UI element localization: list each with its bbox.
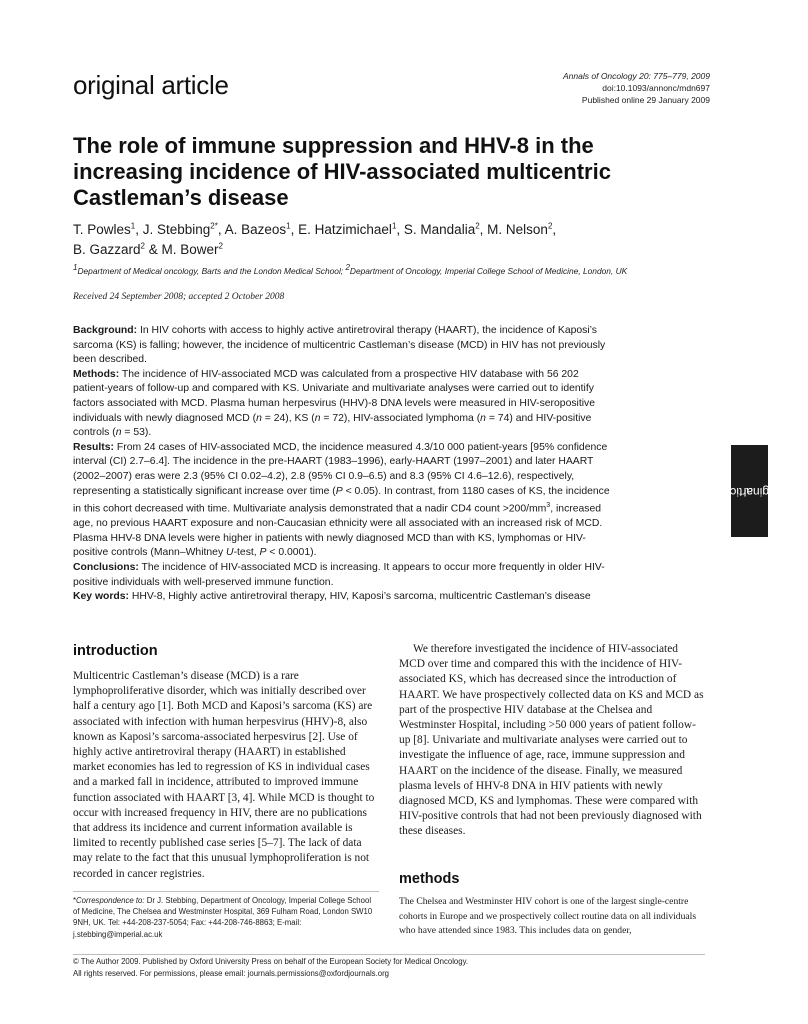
copyright-notice: © The Author 2009. Published by Oxford University Press on behalf of the European Society for Medical Oncology. All rights reserved. For permissions, please email: journals.permissions@oxfordjournals.org (73, 957, 469, 978)
methods-paragraph: The Chelsea and Westminster HIV cohort is one of the largest single-centre cohorts in Europe and we prospectively collect routine data on all individuals who have attended since 1983. This includes data on gender, (399, 896, 697, 936)
abstract-background: Background: In HIV cohorts with access to highly active antiretroviral therapy (HAART), the incidence of Kaposi’s sarcoma (KS) is falling; however, the incidence of multicentric Castleman’s disease (MCD) in HIV has not previously been described. (73, 325, 606, 366)
journal-meta (563, 70, 710, 106)
abstract (73, 324, 613, 605)
author[interactable]: E. Hatzimichael$^1$ (298, 221, 397, 237)
introduction-heading: introduction (73, 643, 158, 659)
author-list: T. Powles$^1$, J. Stebbing$^{2*}$, A. Bazeos$^1$, E. Hatzimichael$^1$, S. Mandalia$^2$, M. Nelson$^2$, B. Gazzard$^2$ & M. Bower$^2$ (73, 221, 557, 257)
author[interactable]: A. Bazeos$^1$ (224, 221, 291, 237)
footnote-divider (73, 891, 379, 892)
introduction-column-left (73, 669, 379, 882)
section-kicker: original article (73, 70, 229, 100)
journal-citation: Annals of Oncology 20: 775–779, 2009 (563, 71, 710, 81)
author[interactable]: M. Bower$^2$ (161, 241, 223, 257)
author[interactable]: S. Mandalia$^2$ (403, 221, 480, 237)
introduction-column-right (399, 642, 705, 840)
introduction-paragraph-2: We therefore investigated the incidence of HIV-associated MCD over time and compared this with the incidence of HIV-associated KS, which has decreased since the introduction of HAART. We have prospectively collected data on KS and MCD as part of the prospective HIV database at the Chelsea and Westminster Hospital, including >50 000 years of patient follow-up [8]. Univariate and multivariate analyses were carried out to investigate the influence of age, race, immune suppression and HAART on the incidence of the disease. Finally, we measured plasma levels of HHV-8 DNA in HIV patients with newly diagnosed MCD, KS and lymphomas. These were compared with HIV-positive controls that had not been previously diagnosed with these diseases. (399, 643, 704, 838)
affiliations: $^1$Department of Medical oncology, Barts and the London Medical School; $^2$Department of Oncology, Imperial College School of Medicine, London, UK (73, 263, 628, 276)
author[interactable]: M. Nelson$^2$ (487, 221, 553, 237)
introduction-paragraph-1: Multicentric Castleman’s disease (MCD) is a rare lymphoproliferative disorder, which was initially described over half a century ago [1]. Both MCD and Kaposi’s sarcoma (KS) are associated with infection with human herpesvirus (HHV)-8, also known as Kaposi’s sarcoma-associated herpesvirus [2]. Use of highly active antiretroviral therapy (HAART) in established market economies has led to regression of KS in individual cases and a marked fall in incidence, attributed to improved immune function associated with HAART [3, 4]. While MCD is thought to occur with increased frequency in HIV, there are no publications that address its incidence and current information available is limited to recently published case series [5–7]. The lack of data may relate to the fact that this unusual lymphoproliferation is not recorded in cancer registries. (73, 670, 375, 880)
abstract-results: Results: From 24 cases of HIV-associated MCD, the incidence measured 4.3/10 000 patient-years [95% confidence interval (CI) 2.7–6.4]. The incidence in the pre-HAART (1983–1996), early-HAART (1997–2001) and later HAART (2002–2007) eras were 2.3 (95% CI 0.02–4.2), 2.8 (95% CI 0.9–6.5) and 8.3 (95% CI 4.6–12.6), respectively, representing a statistically significant increase over time (P < 0.05). In contrast, from 1180 cases of KS, the incidence in this cohort decreased with time. Multivariate analysis demonstrated that a nadir CD4 count $>200/mm^3$, increased age, no previous HAART exposure and non-Caucasian ethnicity were all associated with an increased risk of MCD. Plasma HHV-8 DNA levels were higher in patients with newly diagnosed MCD than with KS, lymphomas or HIV-positive controls (Mann–Whitney U-test, P < 0.0001). (73, 441, 610, 559)
author[interactable]: T. Powles$^1$ (73, 221, 136, 237)
abstract-conclusions: Conclusions: The incidence of HIV-associated MCD is increasing. It appears to occur more frequently in older HIV-positive individuals with well-preserved immune function. (73, 561, 605, 588)
methods-heading: methods (399, 871, 460, 887)
side-tab-original-article: original article (731, 445, 768, 537)
abstract-methods: Methods: The incidence of HIV-associated MCD was calculated from a prospective HIV database with 56 202 patient-years of follow-up and compared with KS. Univariate and multivariate analyses were carried out to identify factors associated with MCD. Plasma human herpesvirus (HHV)-8 DNA levels were measured in HIV-seropositive individuals with newly diagnosed MCD (n = 24), KS (n = 72), HIV-associated lymphoma (n = 74) and HIV-positive controls (n = 53). (73, 368, 596, 439)
article-title: The role of immune suppression and HHV-8 in the increasing incidence of HIV-associated multicentric Castleman’s disease (73, 133, 611, 210)
received-accepted-dates: Received 24 September 2008; accepted 2 October 2008 (73, 292, 285, 302)
abstract-keywords: Key words: HHV-8, Highly active antiretroviral therapy, HIV, Kaposi’s sarcoma, multicentric Castleman’s disease (73, 591, 591, 603)
author[interactable]: B. Gazzard$^2$ (73, 241, 145, 257)
correspondence-footnote: *Correspondence to: Dr J. Stebbing, Department of Oncology, Imperial College School of Medicine, The Chelsea and Westminster Hospital, 369 Fulham Road, London SW10 9NH, UK. Tel: +44-208-237-5054; Fax: +44-208-746-8863; E-mail: j.stebbing@imperial.ac.uk (73, 896, 373, 939)
published-date: Published online 29 January 2009 (581, 95, 710, 105)
copyright-divider (73, 954, 705, 955)
doi[interactable]: doi:10.1093/annonc/mdn697 (602, 83, 710, 93)
author[interactable]: J. Stebbing$^{2*}$ (142, 221, 218, 237)
